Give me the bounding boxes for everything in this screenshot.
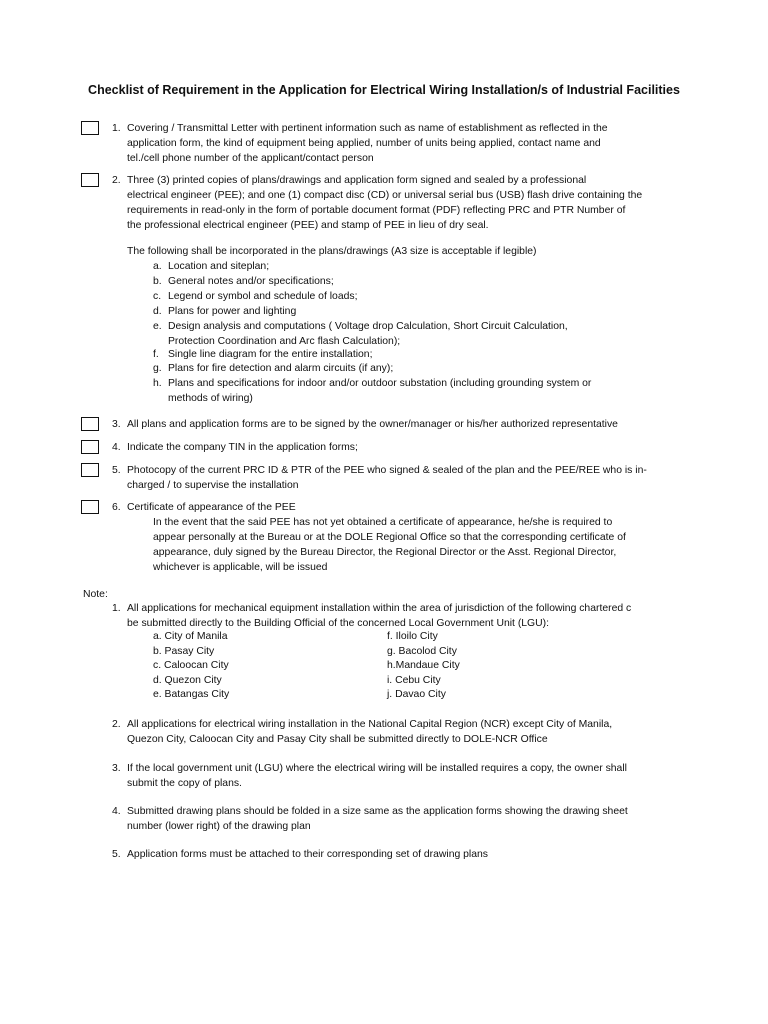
checklist-item-4-text: Indicate the company TIN in the application forms; bbox=[127, 442, 358, 453]
item-number: 4. bbox=[112, 442, 121, 453]
checklist-item-3-text: All plans and application forms are to be signed by the owner/manager or his/her authorized representative bbox=[127, 419, 618, 430]
note-number: 5. bbox=[112, 849, 121, 860]
checkbox-item-6[interactable] bbox=[81, 500, 99, 514]
sub-item-text: Legend or symbol and schedule of loads; bbox=[168, 291, 358, 302]
certificate-detail: In the event that the said PEE has not yet obtained a certificate of appearance, he/she is required to appear personally at the Bureau or at the DOLE Regional Office so that the corresponding certificate of appearance, duly signed by the Bureau Director, the Regional Director or the Asst. Regional Director, whichever is applicable, will be issued bbox=[153, 517, 626, 573]
note-number: 4. bbox=[112, 806, 121, 817]
note-number: 3. bbox=[112, 763, 121, 774]
sub-letter: e. bbox=[153, 321, 162, 332]
sub-letter: f. bbox=[153, 349, 159, 360]
note-number: 2. bbox=[112, 719, 121, 730]
note-4-text: Submitted drawing plans should be folded in a size same as the application forms showing the drawing sheet number (lower right) of the drawing plan bbox=[127, 806, 628, 832]
note-5-text: Application forms must be attached to their corresponding set of drawing plans bbox=[127, 849, 488, 860]
checklist-item-6-text: Certificate of appearance of the PEE bbox=[127, 502, 296, 513]
city-list-left: a. City of Manila b. Pasay City c. Caloocan City d. Quezon City e. Batangas City bbox=[153, 631, 230, 700]
item-number: 2. bbox=[112, 175, 121, 186]
note-1-text: All applications for mechanical equipment installation within the area of jurisdiction of the following chartered c be submitted directly to the Building Official of the concerned Local Government Unit (LGU): bbox=[127, 603, 632, 629]
checklist-item-2-text: Three (3) printed copies of plans/drawings and application form signed and sealed by a professional electrical engineer (PEE); and one (1) compact disc (CD) or universal serial bus (USB) flash drive containing the requirements in read-only in the form of portable document format (PDF) reflecting PRC and PTR Number of the professional electrical engineer (PEE) and stamp of PEE in lieu of dry seal. bbox=[127, 175, 643, 231]
note-3-text: If the local government unit (LGU) where the electrical wiring will be installed requires a copy, the owner shall submit the copy of plans. bbox=[127, 763, 627, 789]
note-2-text: All applications for electrical wiring installation in the National Capital Region (NCR) except City of Manila, Quezon City, Caloocan City and Pasay City shall be submitted directly to DOLE-NCR Office bbox=[127, 719, 613, 745]
sub-item-text: Single line diagram for the entire installation; bbox=[168, 349, 373, 360]
checkbox-item-3[interactable] bbox=[81, 417, 99, 431]
sub-letter: a. bbox=[153, 261, 162, 272]
note-number: 1. bbox=[112, 603, 121, 614]
sub-item-text: Plans for power and lighting bbox=[168, 306, 297, 317]
item-number: 5. bbox=[112, 465, 121, 476]
checkbox-item-1[interactable] bbox=[81, 121, 99, 135]
sub-letter: c. bbox=[153, 291, 162, 302]
checklist-item-1-text: Covering / Transmittal Letter with pertinent information such as name of establishment as reflected in the application form, the kind of equipment being applied, number of units being applied, contact name and tel./cell phone number of the applicant/contact person bbox=[127, 123, 608, 164]
plans-intro: The following shall be incorporated in the plans/drawings (A3 size is acceptable if legible) bbox=[127, 246, 537, 257]
sub-letter: h. bbox=[153, 378, 162, 389]
sub-item-text: Plans and specifications for indoor and/or outdoor substation (including grounding system or methods of wiring) bbox=[168, 378, 592, 404]
city-list-right: f. Iloilo City g. Bacolod City h.Mandaue City i. Cebu City j. Davao City bbox=[387, 631, 460, 700]
sub-letter: b. bbox=[153, 276, 162, 287]
item-number: 6. bbox=[112, 502, 121, 513]
sub-item-text: Plans for fire detection and alarm circuits (if any); bbox=[168, 363, 394, 374]
document-title: Checklist of Requirement in the Application for Electrical Wiring Installation/s of Industrial Facilities bbox=[88, 83, 680, 97]
item-number: 1. bbox=[112, 123, 121, 134]
sub-item-text: Design analysis and computations ( Voltage drop Calculation, Short Circuit Calculation, Protection Coordination and Arc flash Calculation); bbox=[168, 321, 568, 347]
note-label: Note: bbox=[83, 589, 108, 600]
sub-letter: g. bbox=[153, 363, 162, 374]
checkbox-item-4[interactable] bbox=[81, 440, 99, 454]
sub-item-text: Location and siteplan; bbox=[168, 261, 270, 272]
checklist-item-5-text: Photocopy of the current PRC ID & PTR of the PEE who signed & sealed of the plan and the PEE/REE who is in- charged / to supervise the installation bbox=[127, 465, 647, 491]
item-number: 3. bbox=[112, 419, 121, 430]
sub-item-text: General notes and/or specifications; bbox=[168, 276, 334, 287]
checkbox-item-5[interactable] bbox=[81, 463, 99, 477]
checkbox-item-2[interactable] bbox=[81, 173, 99, 187]
sub-letter: d. bbox=[153, 306, 162, 317]
